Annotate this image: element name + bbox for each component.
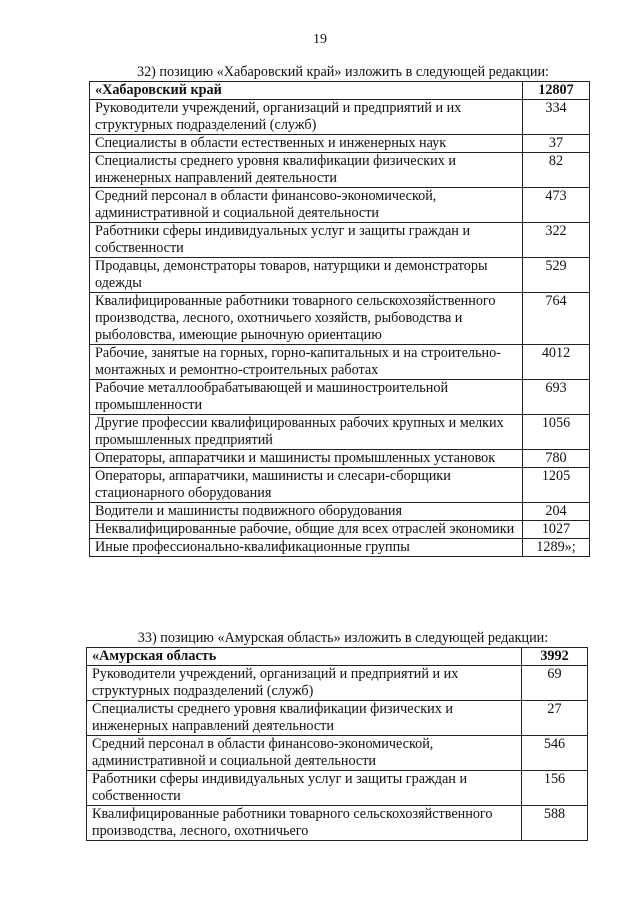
region-name: «Амурская область [87,648,522,666]
table-row [90,258,590,293]
table-row [90,153,590,188]
occupation-group: Операторы, аппаратчики и машинисты промышленных установок [90,450,523,468]
region-total: 12807 [523,82,590,100]
region-total: 3992 [522,648,588,666]
occupation-group: Специалисты среднего уровня квалификации физических и инженерных направлений деятельности [87,701,522,736]
occupation-count: 37 [523,135,590,153]
khabarovsk-table [89,81,590,557]
region-name: «Хабаровский край [90,82,523,100]
table-row [90,521,590,539]
amur-table [86,647,588,841]
occupation-group: Рабочие, занятые на горных, горно-капитальных и на строительно-монтажных и ремонтно-строительных работах [90,345,523,380]
table-row [87,771,588,806]
table-row [90,503,590,521]
table-row [87,736,588,771]
occupation-count: 1289»; [523,539,590,557]
occupation-group: Средний персонал в области финансово-экономической, административной и социальной деятельности [90,188,523,223]
occupation-count: 4012 [523,345,590,380]
occupation-group: Водители и машинисты подвижного оборудования [90,503,523,521]
occupation-group: Другие профессии квалифицированных рабочих крупных и мелких промышленных предприятий [90,415,523,450]
occupation-group: Продавцы, демонстраторы товаров, натурщики и демонстраторы одежды [90,258,523,293]
occupation-count: 82 [523,153,590,188]
occupation-count: 322 [523,223,590,258]
table-row [87,701,588,736]
table-row [87,666,588,701]
occupation-count: 204 [523,503,590,521]
occupation-group: Операторы, аппаратчики, машинисты и слесари-сборщики стационарного оборудования [90,468,523,503]
occupation-count: 529 [523,258,590,293]
table-row [90,293,590,345]
table-row [90,345,590,380]
table-row [90,188,590,223]
occupation-group: Работники сферы индивидуальных услуг и защиты граждан и собственности [87,771,522,806]
occupation-count: 780 [523,450,590,468]
table-row [90,223,590,258]
occupation-group: Руководители учреждений, организаций и предприятий и их структурных подразделений (служб) [87,666,522,701]
table-row [90,100,590,135]
occupation-group: Квалифицированные работники товарного сельскохозяйственного производства, лесного, охотничьего [87,806,522,841]
occupation-group: Руководители учреждений, организаций и предприятий и их структурных подразделений (служб) [90,100,523,135]
occupation-group: Специалисты в области естественных и инженерных наук [90,135,523,153]
occupation-count: 764 [523,293,590,345]
table-row [90,450,590,468]
table-row [90,380,590,415]
occupation-count: 693 [523,380,590,415]
table-row [90,415,590,450]
table-row [90,135,590,153]
page-number: 19 [313,32,327,47]
table-row [87,806,588,841]
occupation-group: Специалисты среднего уровня квалификации физических и инженерных направлений деятельности [90,153,523,188]
occupation-count: 69 [522,666,588,701]
occupation-count: 27 [522,701,588,736]
occupation-group: Средний персонал в области финансово-экономической, административной и социальной деятельности [87,736,522,771]
occupation-count: 1027 [523,521,590,539]
table-header-row [90,82,590,100]
occupation-group: Квалифицированные работники товарного сельскохозяйственного производства, лесного, охотничьего хозяйств, рыбоводства и рыболовства, имеющие рыночную ориентацию [90,293,523,345]
occupation-count: 1056 [523,415,590,450]
section-32-intro: 32) позицию «Хабаровский край» изложить в следующей редакции: [136,64,550,80]
occupation-group: Иные профессионально-квалификационные группы [90,539,523,557]
occupation-group: Рабочие металлообрабатывающей и машиностроительной промышленности [90,380,523,415]
occupation-count: 588 [522,806,588,841]
occupation-count: 546 [522,736,588,771]
table-row [90,468,590,503]
occupation-group: Работники сферы индивидуальных услуг и защиты граждан и собственности [90,223,523,258]
section-33-intro: 33) позицию «Амурская область» изложить в следующей редакции: [137,630,549,646]
table-header-row [87,648,588,666]
occupation-count: 334 [523,100,590,135]
occupation-group: Неквалифицированные рабочие, общие для всех отраслей экономики [90,521,523,539]
occupation-count: 473 [523,188,590,223]
table-row [90,539,590,557]
occupation-count: 1205 [523,468,590,503]
occupation-count: 156 [522,771,588,806]
